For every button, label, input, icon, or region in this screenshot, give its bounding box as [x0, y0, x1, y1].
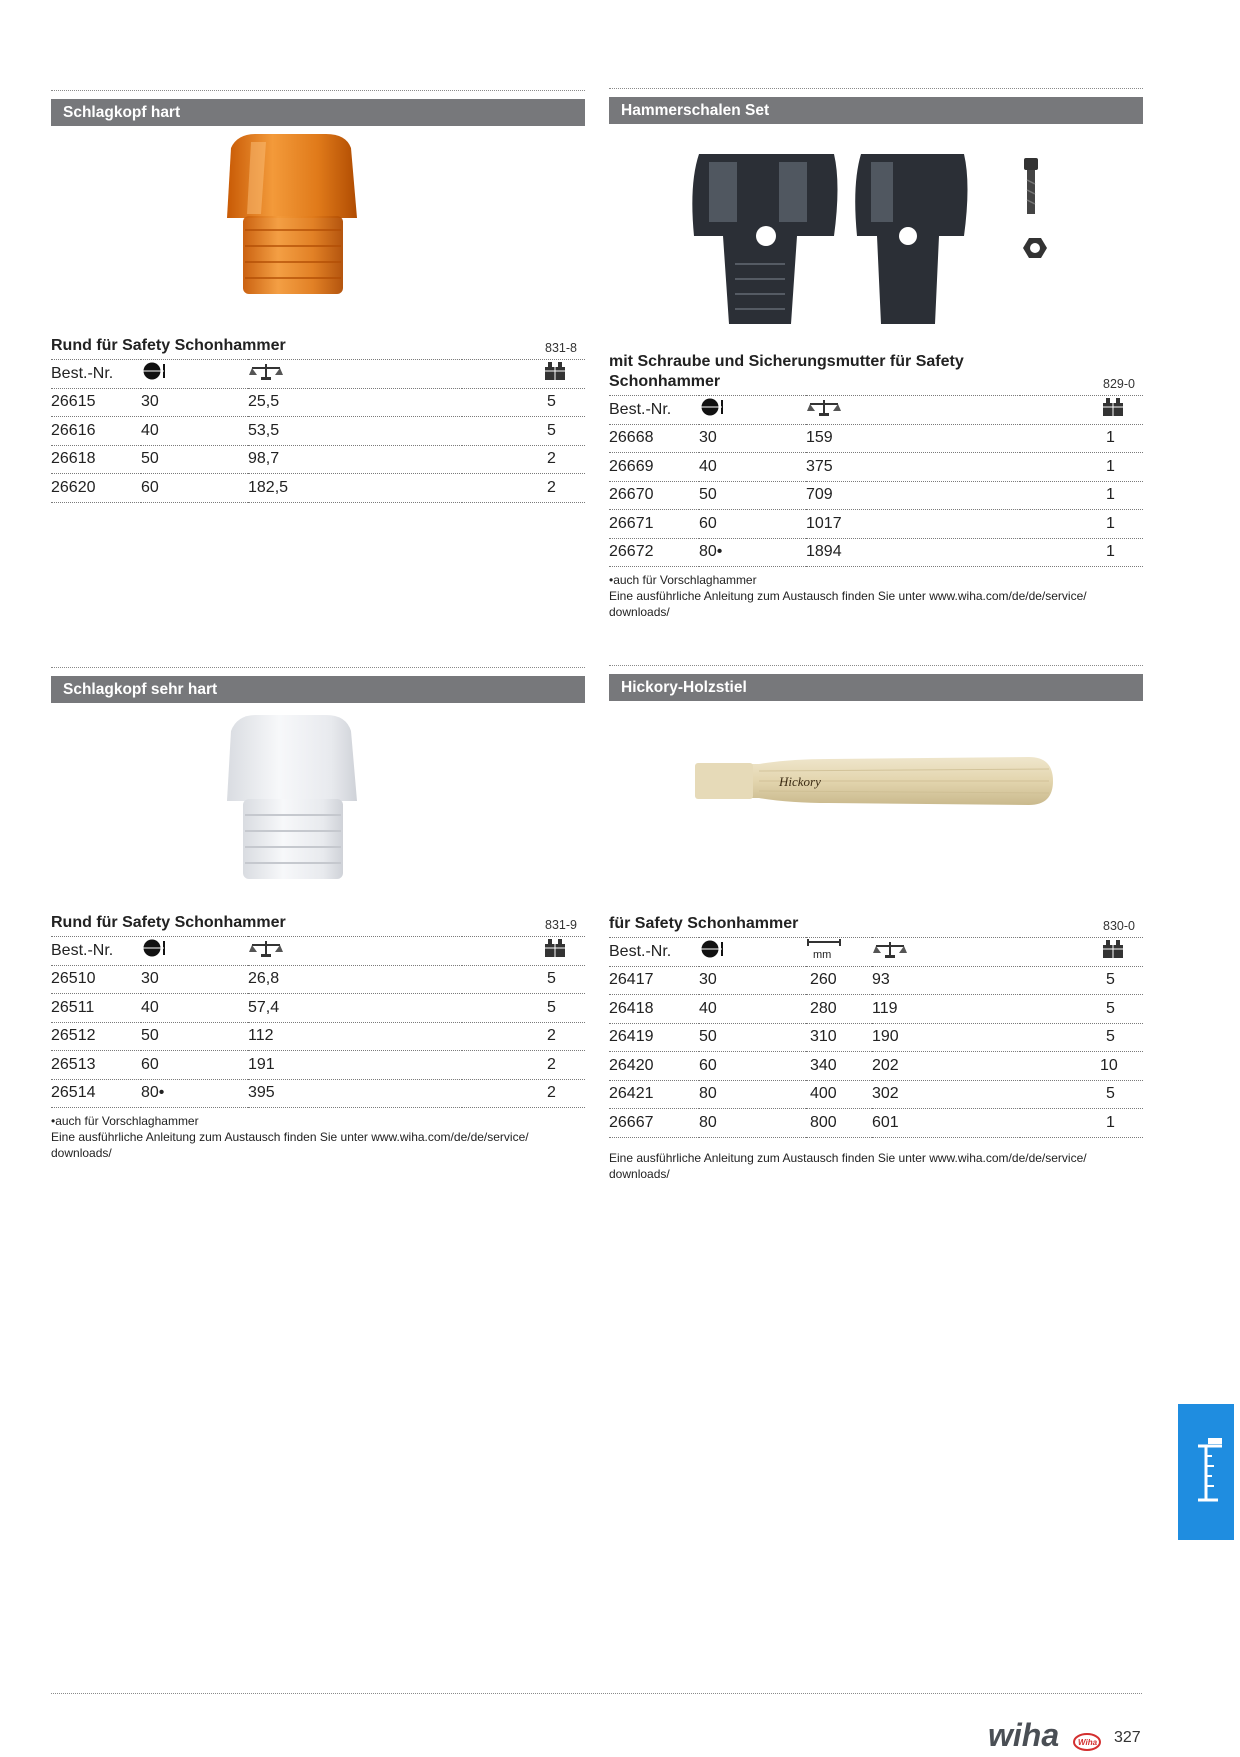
cell-package: 5: [1020, 995, 1143, 1024]
cell-diameter: 80: [699, 1109, 806, 1138]
table-header-row: [609, 938, 1143, 967]
length-icon: [806, 938, 842, 965]
package-icon: [544, 361, 566, 386]
section-header: Schlagkopf sehr hart: [51, 676, 585, 703]
table-header-row: [51, 937, 585, 966]
cell-order-number: 26672: [609, 538, 699, 567]
cell-order-number: 26420: [609, 1052, 699, 1081]
cell-order-number: 26421: [609, 1080, 699, 1109]
table-row: [51, 994, 585, 1023]
cell-weight: 93: [872, 966, 1020, 995]
cell-length: 310: [806, 1023, 872, 1052]
cell-diameter: 30: [699, 966, 806, 995]
cell-weight: 190: [872, 1023, 1020, 1052]
table-row: [51, 388, 585, 417]
section-divider: [609, 665, 1143, 666]
cell-diameter: 60: [141, 1051, 248, 1080]
cell-length: 340: [806, 1052, 872, 1081]
cell-order-number: 26417: [609, 966, 699, 995]
cell-length: 400: [806, 1080, 872, 1109]
article-table: [609, 937, 1143, 1138]
handle-brand-print: Hickory: [779, 774, 821, 789]
cell-weight: 112: [248, 1022, 462, 1051]
cell-package: 5: [1020, 966, 1143, 995]
cell-weight: 302: [872, 1080, 1020, 1109]
logo-badge: Wiha: [1078, 1738, 1098, 1747]
cell-order-number: 26513: [51, 1051, 141, 1080]
col-header-length: [806, 938, 872, 967]
col-header-diameter: [141, 360, 248, 389]
cell-order-number: 26670: [609, 481, 699, 510]
cell-package: 5: [462, 417, 585, 446]
col-header-diameter: [699, 938, 806, 967]
table-row: [609, 1023, 1143, 1052]
section-header: Hammerschalen Set: [609, 97, 1143, 124]
cell-weight: 1894: [806, 538, 1020, 567]
footnote-line: downloads/: [609, 1166, 670, 1181]
cell-diameter: 40: [699, 995, 806, 1024]
footnote-line: Eine ausführliche Anleitung zum Austausch finden Sie unter www.wiha.com/de/de/service/: [51, 1130, 529, 1144]
cell-weight: 26,8: [248, 965, 462, 994]
section-header: Schlagkopf hart: [51, 99, 585, 126]
table-row: [609, 481, 1143, 510]
weight-icon: [248, 938, 284, 963]
col-header-weight: [872, 938, 1020, 967]
section-hammerschalen-set: [609, 88, 1143, 620]
cell-package: 5: [462, 388, 585, 417]
table-row: [609, 995, 1143, 1024]
footer-divider: [51, 1693, 1142, 1694]
package-icon: [544, 938, 566, 963]
length-unit-label: mm: [813, 949, 832, 961]
diameter-icon: [699, 939, 725, 964]
cell-package: 2: [462, 445, 585, 474]
footnote-line: •auch für Vorschlaghammer: [51, 1114, 199, 1128]
product-image-white-hammer-head: [51, 703, 585, 913]
col-header-order-number: Best.-Nr.: [51, 360, 141, 389]
table-row: [609, 510, 1143, 539]
cell-order-number: 26620: [51, 474, 141, 503]
cell-order-number: 26669: [609, 453, 699, 482]
cell-diameter: 80•: [699, 538, 806, 567]
hammer-ruler-icon: [1178, 1404, 1234, 1540]
cell-weight: 1017: [806, 510, 1020, 539]
cell-weight: 395: [248, 1079, 462, 1108]
cell-weight: 159: [806, 424, 1020, 453]
footnote-line: Eine ausführliche Anleitung zum Austausch finden Sie unter www.wiha.com/de/de/service/: [609, 589, 1087, 603]
footnote-line: •auch für Vorschlaghammer: [609, 573, 757, 587]
col-header-order-number: Best.-Nr.: [609, 396, 699, 425]
cell-diameter: 80: [699, 1080, 806, 1109]
cell-order-number: 26618: [51, 445, 141, 474]
cell-weight: 375: [806, 453, 1020, 482]
wiha-logo: [986, 1718, 1106, 1757]
cell-length: 280: [806, 995, 872, 1024]
product-title: mit Schraube und Sicherungsmutter für Safety Schonhammer: [609, 353, 964, 390]
footnote: [51, 1113, 585, 1161]
cell-order-number: 26668: [609, 424, 699, 453]
section-divider: [51, 90, 585, 91]
article-table: [51, 359, 585, 503]
cell-diameter: 50: [699, 1023, 806, 1052]
diameter-icon: [699, 397, 725, 422]
cell-diameter: 50: [141, 1022, 248, 1051]
cell-package: 10: [1020, 1052, 1143, 1081]
product-title: für Safety Schonhammer: [609, 915, 799, 932]
cell-weight: 182,5: [248, 474, 462, 503]
table-row: [609, 1109, 1143, 1138]
table-row: [609, 453, 1143, 482]
col-header-package: [462, 937, 585, 966]
cell-package: 5: [1020, 1023, 1143, 1052]
table-row: [609, 1052, 1143, 1081]
product-title: Rund für Safety Schonhammer: [51, 914, 286, 931]
cell-package: 1: [1020, 538, 1143, 567]
cell-diameter: 80•: [141, 1079, 248, 1108]
article-table: [609, 395, 1143, 567]
cell-package: 1: [1020, 481, 1143, 510]
cell-package: 5: [462, 965, 585, 994]
cell-weight: 202: [872, 1052, 1020, 1081]
product-title: Rund für Safety Schonhammer: [51, 337, 286, 354]
col-header-weight: [806, 396, 1020, 425]
cell-diameter: 60: [699, 1052, 806, 1081]
footnote: [609, 572, 1143, 620]
footnote-line: downloads/: [609, 605, 670, 619]
col-header-weight: [248, 360, 462, 389]
section-hickory-holzstiel: [609, 665, 1143, 1182]
weight-icon: [872, 939, 908, 964]
table-row: [51, 474, 585, 503]
table-row: [51, 1051, 585, 1080]
cell-diameter: 30: [141, 965, 248, 994]
cell-order-number: 26671: [609, 510, 699, 539]
section-schlagkopf-sehr-hart: [51, 667, 585, 1161]
cell-weight: 119: [872, 995, 1020, 1024]
section-divider: [51, 667, 585, 668]
cell-diameter: 50: [141, 445, 248, 474]
cell-weight: 191: [248, 1051, 462, 1080]
cell-order-number: 26512: [51, 1022, 141, 1051]
table-row: [51, 965, 585, 994]
cell-order-number: 26616: [51, 417, 141, 446]
footnote-line: Eine ausführliche Anleitung zum Austausch finden Sie unter www.wiha.com/de/de/service/: [609, 1150, 1087, 1165]
cell-order-number: 26615: [51, 388, 141, 417]
product-image-hammer-shells: [609, 124, 1143, 352]
logo-wordmark: wiha: [988, 1718, 1060, 1752]
cell-diameter: 60: [699, 510, 806, 539]
table-row: [51, 445, 585, 474]
cell-diameter: 40: [699, 453, 806, 482]
table-header-row: [609, 396, 1143, 425]
table-row: [51, 1022, 585, 1051]
cell-diameter: 50: [699, 481, 806, 510]
product-code: 831-9: [545, 918, 577, 932]
col-header-package: [462, 360, 585, 389]
footnote: [609, 1150, 1143, 1182]
table-row: [609, 538, 1143, 567]
cell-package: 2: [462, 474, 585, 503]
cell-order-number: 26667: [609, 1109, 699, 1138]
table-row: [609, 424, 1143, 453]
product-image-orange-hammer-head: [51, 126, 585, 336]
table-row: [51, 417, 585, 446]
page-number: 327: [1114, 1729, 1141, 1746]
col-header-diameter: [141, 937, 248, 966]
package-icon: [1102, 939, 1124, 964]
product-code: 831-8: [545, 341, 577, 355]
col-header-diameter: [699, 396, 806, 425]
cell-package: 1: [1020, 453, 1143, 482]
col-header-weight: [248, 937, 462, 966]
cell-weight: 25,5: [248, 388, 462, 417]
cell-diameter: 40: [141, 417, 248, 446]
diameter-icon: [141, 361, 167, 386]
cell-length: 260: [806, 966, 872, 995]
col-header-order-number: Best.-Nr.: [609, 938, 699, 967]
cell-weight: 53,5: [248, 417, 462, 446]
chapter-side-tab[interactable]: [1178, 1404, 1234, 1540]
table-row: [609, 1080, 1143, 1109]
cell-package: 2: [462, 1022, 585, 1051]
weight-icon: [248, 361, 284, 386]
article-table: [51, 936, 585, 1108]
table-row: [51, 1079, 585, 1108]
cell-package: 2: [462, 1079, 585, 1108]
weight-icon: [806, 397, 842, 422]
cell-weight: 98,7: [248, 445, 462, 474]
cell-diameter: 30: [699, 424, 806, 453]
cell-package: 1: [1020, 510, 1143, 539]
cell-weight: 57,4: [248, 994, 462, 1023]
col-header-order-number: Best.-Nr.: [51, 937, 141, 966]
table-header-row: [51, 360, 585, 389]
cell-diameter: 60: [141, 474, 248, 503]
product-code: 830-0: [1103, 919, 1135, 933]
cell-order-number: 26418: [609, 995, 699, 1024]
section-divider: [609, 88, 1143, 89]
cell-package: 2: [462, 1051, 585, 1080]
cell-diameter: 40: [141, 994, 248, 1023]
product-image-hickory-handle: [609, 701, 1143, 914]
cell-package: 1: [1020, 1109, 1143, 1138]
diameter-icon: [141, 938, 167, 963]
cell-order-number: 26511: [51, 994, 141, 1023]
col-header-package: [1020, 396, 1143, 425]
cell-order-number: 26419: [609, 1023, 699, 1052]
section-schlagkopf-hart: [51, 90, 585, 503]
footnote-line: downloads/: [51, 1146, 112, 1160]
cell-package: 5: [462, 994, 585, 1023]
cell-package: 5: [1020, 1080, 1143, 1109]
cell-order-number: 26514: [51, 1079, 141, 1108]
table-row: [609, 966, 1143, 995]
product-code: 829-0: [1103, 377, 1135, 391]
cell-package: 1: [1020, 424, 1143, 453]
cell-length: 800: [806, 1109, 872, 1138]
col-header-package: [1020, 938, 1143, 967]
package-icon: [1102, 397, 1124, 422]
cell-weight: 601: [872, 1109, 1020, 1138]
cell-diameter: 30: [141, 388, 248, 417]
section-header: Hickory-Holzstiel: [609, 674, 1143, 701]
cell-order-number: 26510: [51, 965, 141, 994]
cell-weight: 709: [806, 481, 1020, 510]
